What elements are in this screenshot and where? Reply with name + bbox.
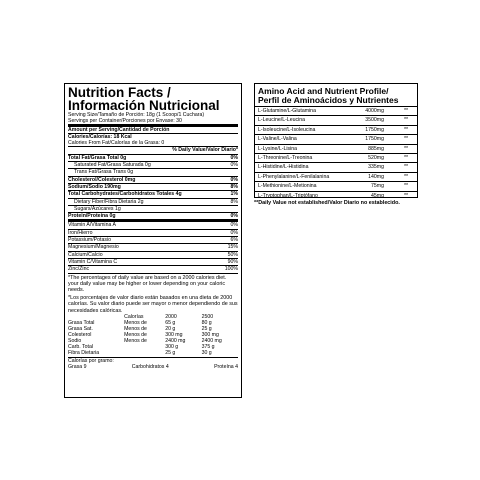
serving-size: Serving Size/Tamaño de Porción: 18g (1 Scoop/1 Cuchara) [68,112,205,118]
amino-value: 1750mg [365,136,384,143]
amino-star: ** [403,145,408,152]
calorie-table-cell: 300 mg [165,331,183,338]
amino-row [255,191,417,200]
nutrient-value: 8% [230,183,238,190]
calorie-table-cell: Menos de [124,325,147,332]
calorie-table-cell: Fibra Dietaria [68,349,100,356]
calorie-table-cell: 2500 [201,313,214,320]
per-gram-values [68,364,238,370]
calorie-table-cell: Carb. Total [68,343,93,350]
amino-value: 520mg [368,155,384,162]
calorie-table-cell: 80 g [201,319,212,326]
calorie-table-cell: Menos de [124,337,147,344]
amino-name: L-Valine/L-Valina [258,136,297,143]
amino-star: ** [403,126,408,133]
amino-name: L-Isoleucine/L-Isoleucina [258,126,316,133]
vitamin-label: Vitamin A/Vitamina A [68,222,116,229]
amino-star: ** [403,164,408,171]
amino-value: 4000mg [365,108,384,114]
calorie-table-cell: 300 g [165,343,179,350]
calorie-table-cell: Menos de [124,331,147,338]
vitamin-value: 0% [230,222,238,229]
vitamin-value: 100% [224,266,238,273]
nutrient-row [68,183,238,190]
calorie-table-cell: Colesterol [68,331,92,338]
nutrient-row [68,154,238,161]
vitamin-label: Calcium/Calcio [68,251,103,258]
amino-title-en: Amino Acid and Nutrient Profile/ [258,86,389,96]
amino-value: 1750mg [365,126,384,133]
amino-name: L-Lysine/L-Lisina [258,145,298,152]
amino-value: 75mg [371,183,384,190]
nutrient-label: Protein/Proteína 0g [68,213,116,220]
nutrient-value: 8% [230,198,238,205]
nutrient-row [68,161,238,168]
nutrient-label: Total Fat/Grasa Total 0g [68,154,127,161]
nutrient-row [68,198,238,205]
vitamin-row [68,229,238,236]
nutrient-value: 0% [230,176,238,183]
vitamin-label: Vitamin C/Vitamina C [68,258,118,265]
amino-value: 335mg [368,164,384,171]
calorie-table-cell [124,350,165,356]
nutrient-row [68,168,238,175]
amino-row [255,162,417,171]
nutrition-title-en: Nutrition Facts / [68,85,171,100]
calorie-table-cell: Menos de [124,319,147,326]
nutrient-label: Sugars/Azúcares 1g [74,205,121,212]
nutrient-label: Total Carbohydrates/Carbohidratos Totales 4g [68,191,182,198]
amino-row [255,144,417,153]
amino-row [255,153,417,162]
calorie-table-row [68,350,238,356]
vitamin-label: Potassium/Potasio [68,237,111,244]
amino-value: 3500mg [365,117,384,124]
amino-row [255,172,417,181]
vitamin-row [68,265,238,272]
calorie-table-cell: 25 g [165,349,176,356]
calorie-table-cell: Grasa Total [68,319,95,326]
nutrient-label: Trans Fat/Grasa Trans 0g [74,169,134,176]
vitamin-label: Zinc/Zinc [68,266,90,273]
vitamin-value: 0% [230,229,238,236]
calories-from-fat: Calories From Fat/Calorías de la Grasa: 0 [68,140,165,147]
amino-name: L-Tryptophan/L-Triptófano [258,192,318,199]
footnote-es: *Los porcentajes de valor diario están basados en una dieta de 2000 calorías. Su valor diario puede ser mayor o menor dependiendo de sus necesidades calóricas. [68,294,238,314]
nutrient-label: Dietary Fiber/Fibra Dietaria 2g [74,198,144,205]
calorie-table-cell: 25 g [201,325,212,332]
amino-star: ** [403,155,408,162]
nutrition-title-es: Información Nutricional [68,98,220,113]
nutrient-row [68,176,238,183]
per-gram-protein: Proteína 4 [214,364,238,371]
amino-value: 885mg [368,145,384,152]
nutrient-list [68,154,238,220]
amino-star: ** [403,108,408,114]
vitamin-row [68,243,238,250]
amino-title [255,84,417,106]
calorie-reference-table [68,314,238,356]
calorie-table-cell: 65 g [165,319,176,326]
amino-star: ** [403,183,408,190]
calorie-table-cell: 2000 [165,313,177,320]
amino-star: ** [403,117,408,124]
amino-row [255,115,417,124]
vitamin-value: 6% [230,237,238,244]
nutrient-value: 0% [230,213,238,220]
nutrient-row [68,205,238,212]
amino-row [255,134,417,143]
vitamin-row [68,251,238,258]
amino-row [255,181,417,190]
amino-row [255,107,417,115]
footnote-block [68,273,238,371]
amino-list [255,106,417,200]
amino-name: L-Threonine/L-Treonina [258,155,313,162]
amino-name: L-Phenylalanine/L-Fenilalanina [258,173,330,180]
per-gram-label: Calorías por gramo: [68,357,114,364]
per-gram-fat: Grasa 9 [68,364,87,371]
vitamin-value: 15% [227,244,238,251]
amino-footnote: **Daily Value not established/Valor Diario no establecido. [254,200,400,206]
nutrient-row [68,190,238,197]
amino-row [255,125,417,134]
vitamin-value: 90% [227,258,238,265]
nutrient-label: Cholesterol/Colesterol 0mg [68,176,136,183]
amino-name: L-Leucine/L-Leucina [258,117,306,124]
calorie-table-cell: 2400 mg [201,337,222,344]
amino-name: L-Methionine/L-Metionina [258,183,317,190]
vitamin-row [68,258,238,265]
nutrient-label: Saturated Fat/Grasa Saturada 0g [74,162,151,169]
amino-value: 45mg [371,192,384,199]
calorie-table-cell: Calorías [124,313,144,320]
calories: Calories/Calorías: 18 Kcal [68,133,238,140]
calorie-table-cell: 30 g [201,349,212,356]
footnote-en: *The percentages of daily value are based on a 2000 calories diet. your daily value may be higher or lower depending on your caloric needs. [68,274,227,294]
nutrition-facts-panel [64,83,242,398]
amino-star: ** [403,136,408,143]
nutrient-row [68,212,238,219]
calorie-table-cell: 20 g [165,325,176,332]
nutrient-label: Sodium/Sodio 190mg [68,183,121,190]
calorie-table-cell: 300 mg [201,331,219,338]
calorie-table-cell: Grasa Sat. [68,325,93,332]
vitamin-value: 50% [227,251,238,258]
per-gram-carb: Carbohidratos 4 [131,364,169,371]
amino-name: L-Histidine/L-Histidina [258,164,309,171]
calories-per-gram [68,357,238,370]
amino-name: L-Glutamine/L-Glutamina [258,108,316,114]
amino-title-es: Perfil de Aminoácidos y Nutrientes [258,95,399,105]
vitamin-list [68,219,238,272]
vitamin-label: Magnesium/Magnesio [68,244,119,251]
vitamin-label: Iron/Hierro [68,229,93,236]
amino-star: ** [403,192,408,199]
nutrient-value: 0% [230,162,238,169]
nutrient-value: 0% [230,154,238,161]
vitamin-row [68,236,238,243]
amino-value: 140mg [368,173,384,180]
servings-per-container: Servings per Container/Porciones por Envase: 30 [68,118,182,125]
calorie-table-cell: 375 g [201,343,215,350]
calorie-table-cell: 2400 mg [165,337,186,344]
amino-acid-panel [254,83,418,198]
daily-value-header: % Daily Value/Valor Diario* [68,146,238,153]
calorie-table-cell: Sodio [68,337,82,344]
amino-star: ** [403,173,408,180]
amount-per-serving: Amount per Serving/Cantidad de Porción [68,124,238,133]
nutrient-value: 1% [230,191,238,198]
